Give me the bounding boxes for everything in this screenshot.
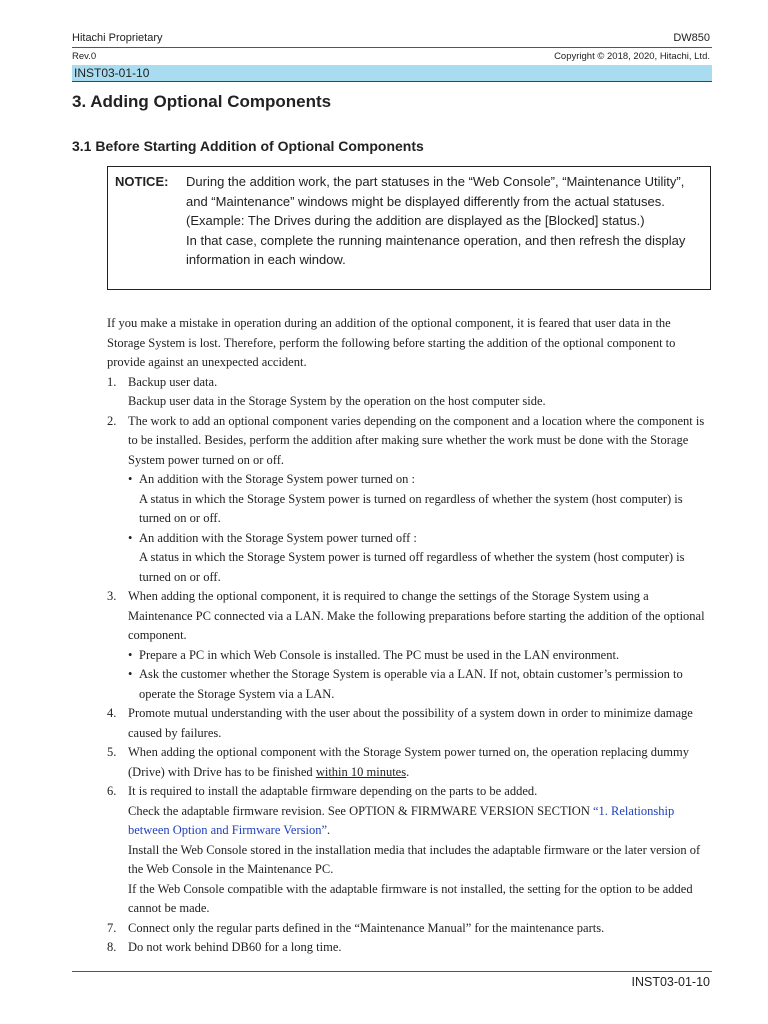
bullet-item (128, 529, 707, 588)
subsection-title: 3.1 Before Starting Addition of Optional Components (72, 138, 424, 154)
copyright-label: Copyright © 2018, 2020, Hitachi, Ltd. (554, 50, 710, 62)
item-4-text: Promote mutual understanding with the user about the possibility of a system down in order to minimize damage caused by failures. (128, 706, 693, 740)
item-5-text (128, 743, 707, 782)
bullet-item (128, 470, 707, 529)
list-item (107, 704, 707, 743)
item-1-text: Backup user data in the Storage System by the operation on the host computer side. (128, 394, 546, 408)
item-number: 2. (107, 413, 117, 428)
item-6-text-4: If the Web Console compatible with the adaptable firmware is not installed, the setting for the option to be added cannot be made. (128, 881, 693, 915)
list-item (107, 919, 707, 939)
item-1-title: Backup user data. (128, 374, 218, 389)
bullet-text: A status in which the Storage System power is turned on regardless of whether the system (host computer) is turned on or off. (139, 491, 683, 525)
body-text (107, 314, 707, 958)
doc-id-label: INST03-01-10 (74, 66, 150, 80)
bullet-item (128, 646, 707, 666)
footer-divider (72, 971, 712, 972)
footer-page-id: INST03-01-10 (631, 975, 710, 989)
page-subheader (72, 49, 710, 63)
bullet-icon: • (128, 530, 133, 545)
item-5-period: . (406, 764, 410, 779)
item-number: 6. (107, 784, 117, 798)
list-item (107, 373, 707, 412)
bullet-icon: • (128, 647, 133, 662)
item-6-text-1: It is required to install the adaptable firmware depending on the parts to be added. (128, 784, 538, 798)
page-header (72, 29, 710, 47)
intro-paragraph: If you make a mistake in operation during an addition of the optional component, it is feared that user data in the Storage System is lost. Therefore, perform the following before starting the addition of the optional component to provide against an unexpected accident. (107, 316, 676, 369)
precaution-list (107, 373, 707, 958)
time-limit-emphasis: within 10 minutes (315, 764, 407, 779)
item-6-text-2 (128, 802, 707, 841)
item-3-text: When adding the optional component, it is required to change the settings of the Storage System using a Maintenance PC connected via a LAN. Make the following preparations before starting the addition of the optional component. (128, 589, 705, 642)
notice-body (186, 172, 706, 270)
bullet-title: An addition with the Storage System power turned on : (139, 472, 416, 486)
item-7-text: Connect only the regular parts defined in the “Maintenance Manual” for the maintenance parts. (128, 920, 605, 935)
notice-box (107, 166, 711, 290)
notice-text-1: During the addition work, the part statuses in the “Web Console”, “Maintenance Utility”, and “Maintenance” windows might be displayed differently from the actual statuses. (Example: The Drives during the addition are displayed as the [Blocked] status.) (186, 174, 685, 229)
item-6-text-3: Install the Web Console stored in the installation media that includes the adaptable firmware or the later version of the Web Console in the Maintenance PC. (128, 842, 701, 876)
revision-label: Rev.0 (72, 50, 97, 62)
list-item (107, 782, 707, 919)
notice-label: NOTICE: (115, 174, 169, 189)
item-5-main: When adding the optional component with the Storage System power turned on, the operation replacing dummy (Drive) with Drive has to be finished (128, 745, 689, 779)
item-2-text: The work to add an optional component varies depending on the component and a location where the component is to be installed. Besides, perform the addition after making sure whether the work must be done with the Storage System power turned on or off. (128, 413, 705, 467)
bullet-title: An addition with the Storage System power turned off : (139, 530, 417, 545)
bullet-icon: • (128, 667, 133, 681)
item-8-text: Do not work behind DB60 for a long time. (128, 940, 342, 954)
firmware-version-link[interactable]: “1. Relationship between Option and Firmware Version” (128, 803, 675, 837)
bullet-text: Prepare a PC in which Web Console is installed. The PC must be used in the LAN environment. (139, 647, 620, 662)
item-number: 5. (107, 745, 117, 759)
doc-id-band (72, 65, 712, 82)
item-6-period: . (327, 823, 331, 837)
item-number: 4. (107, 706, 117, 720)
item-number: 7. (107, 920, 117, 935)
bullet-icon: • (128, 472, 133, 486)
company-label: Hitachi Proprietary (72, 32, 163, 44)
item-number: 3. (107, 589, 117, 603)
item-6-see-text: Check the adaptable firmware revision. See OPTION & FIRMWARE VERSION SECTION (128, 803, 593, 818)
model-label: DW850 (673, 32, 710, 44)
list-item (107, 412, 707, 588)
bullet-item (128, 665, 707, 704)
notice-text-2: In that case, complete the running maintenance operation, and then refresh the display information in each window. (186, 232, 686, 268)
item-number: 1. (107, 374, 117, 389)
header-divider (72, 47, 712, 48)
item-number: 8. (107, 940, 117, 954)
list-item (107, 587, 707, 704)
item-2-bullets (128, 470, 707, 587)
list-item (107, 743, 707, 782)
item-3-bullets (128, 646, 707, 705)
bullet-text: Ask the customer whether the Storage System is operable via a LAN. If not, obtain customer’s permission to operate the Storage System via a LAN. (139, 667, 683, 701)
list-item (107, 938, 707, 958)
section-title: 3. Adding Optional Components (72, 92, 332, 111)
bullet-text: A status in which the Storage System power is turned off regardless of whether the system (host computer) is turned on or off. (139, 550, 685, 584)
